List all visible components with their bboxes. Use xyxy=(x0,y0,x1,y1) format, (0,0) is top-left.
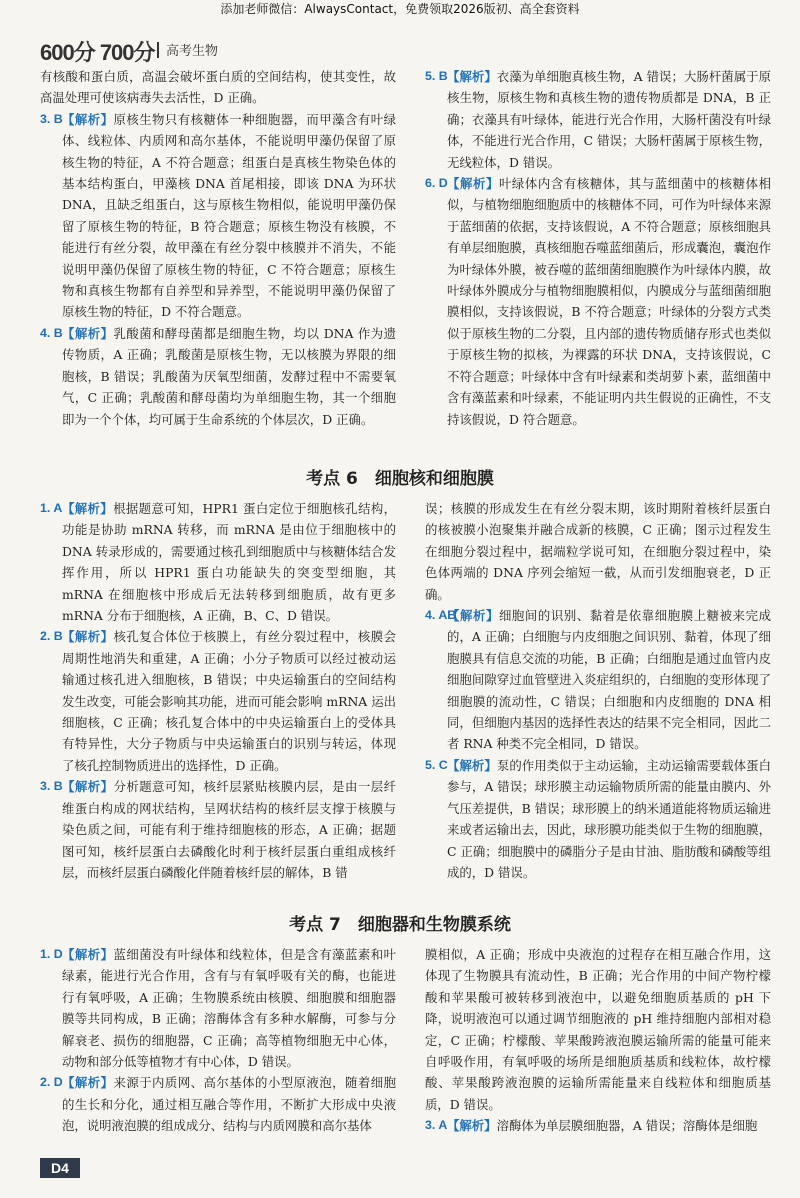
analysis-tag: 【解析】 xyxy=(62,629,114,645)
answer-item xyxy=(40,944,396,1072)
section2-right-column xyxy=(425,498,771,883)
section2-left-column xyxy=(40,498,396,883)
analysis-tag: 【解析】 xyxy=(447,608,499,624)
section3-left-column xyxy=(40,944,396,1137)
analysis-tag: 【解析】 xyxy=(62,1075,114,1091)
answer-text: 蓝细菌没有叶绿体和线粒体，但是含有藻蓝素和叶绿素，能进行光合作用，含有与有氧呼吸有关的酶，也能进行有氧呼吸，A 正确；生物膜系统由核膜、细胞膜和细胞器膜等共同构成，B 正确；溶酶体含有多种水解酶，可参与分解衰老、损伤的细胞器，C 正确；高等植物细胞无中心体，动物和部分低等植物才有中心体，D 错误。 xyxy=(62,947,397,1070)
answer-text: 乳酸菌和酵母菌都是细胞生物，均以 DNA 作为遗传物质，A 正确；乳酸菌是原核生物，无以核膜为界限的细胞核，B 错误；乳酸菌为厌氧型细菌，发酵过程中不需要氧气，C 正确；乳酸菌和酵母菌均为单细胞生物，其一个细胞即为一个个体，均可属于生命系统的个体层次，D 正确。 xyxy=(62,325,396,427)
answer-number: 4. AB xyxy=(425,608,457,623)
answer-item xyxy=(40,776,396,883)
answer-number: 3. B xyxy=(40,779,63,794)
answer-text: 溶酶体为单层膜细胞器，A 错误；溶酶体是细胞 xyxy=(496,1118,758,1134)
answer-text: 细胞间的识别、黏着是依靠细胞膜上糖被来完成的，A 正确；白细胞与内皮细胞之间识别、黏着，体现了细胞膜具有信息交流的功能，B 正确；白细胞是通过血管内皮细胞间隙穿过血管壁进入炎症组织的，白细胞的变形体现了细胞膜的流动性，C 错误；白细胞和内皮细胞的 DNA 相同，但细胞内基因的选择性表达的结果不完全相同，因此二者 RNA 种类不完全相同，D 错误。 xyxy=(447,608,772,752)
brand-logo: 600分 700分 xyxy=(40,40,155,65)
answer-text: 来源于内质网、高尔基体的小型原液泡，随着细胞的生长和分化，通过相互融合等作用，不断扩大形成中央液泡，说明液泡膜的组成成分、结构与内质网膜和高尔基体 xyxy=(62,1075,397,1134)
analysis-tag: 【解析】 xyxy=(447,757,497,773)
answer-number: 1. A xyxy=(40,501,63,515)
analysis-tag: 【解析】 xyxy=(62,947,114,962)
continued-text: 误；核膜的形成发生在有丝分裂末期，该时期附着核纤层蛋白的核被膜小泡聚集并融合成新的核膜，C 正确；图示过程发生在细胞分裂过程中，据端粒学说可知，在细胞分裂过程中，染色体两端的 DNA 序列会缩短一截，从而引发细胞衰老，D 正确。 xyxy=(425,501,771,602)
answer-number: 1. D xyxy=(40,947,63,961)
answer-number: 3. B xyxy=(40,111,63,126)
answer-text: 泵的作用类似于主动运输，主动运输需要载体蛋白参与，A 错误；球形膜主动运输物质所需的能量由膜内、外气压差提供，B 错误；球形膜上的纳米通道能将物质运输进来或者运输出去，因此，球形膜功能类似于生物的细胞膜，C 正确；细胞膜中的磷脂分子是由甘油、脂肪酸和磷酸等组成的，D 错误。 xyxy=(447,757,772,880)
section1-right-column xyxy=(425,66,771,430)
analysis-tag: 【解析】 xyxy=(447,1118,497,1134)
section-title-kaodian7: 考点 7 细胞器和生物膜系统 xyxy=(289,915,511,935)
continued-text: 膜相似，A 正确；形成中央液泡的过程存在相互融合作用，这体现了生物膜具有流动性，B 正确；光合作用的中间产物柠檬酸和苹果酸可被转移到液泡中，以避免细胞质基质的 pH 下降，说明液泡可以通过调节细胞液的 pH 维持细胞内部相对稳定，C 正确；柠檬酸、苹果酸跨液泡膜运输所需的能量可能来自呼吸作用，有氧呼吸的场所是细胞质基质和线粒体，故柠檬酸、苹果酸跨液泡膜的运输所需能量来自线粒体和细胞质基质，D 错误。 xyxy=(425,947,771,1112)
section-title-kaodian6: 考点 6 细胞核和细胞膜 xyxy=(306,469,494,489)
answer-number: 5. C xyxy=(425,757,448,772)
analysis-tag: 【解析】 xyxy=(447,69,497,84)
analysis-tag: 【解析】 xyxy=(447,176,499,192)
analysis-tag: 【解析】 xyxy=(62,325,114,341)
answer-text: 衣藻为单细胞真核生物，A 错误；大肠杆菌属于原核生物，原核生物和真核生物的遗传物质都是 DNA，B 正确；衣藻具有叶绿体，能进行光合作用，大肠杆菌没有叶绿体，不能进行光合作用，C 错误；大肠杆菌属于原核生物，无线粒体，D 错误。 xyxy=(447,69,771,170)
analysis-tag: 【解析】 xyxy=(62,111,114,127)
answer-item xyxy=(425,66,771,173)
answer-number: 3. A xyxy=(425,1118,448,1133)
answer-item xyxy=(40,109,396,323)
subject-title: 高考生物 xyxy=(166,44,219,59)
answer-item xyxy=(40,626,396,776)
page-header xyxy=(40,36,760,64)
answer-text: 叶绿体内含有核糖体，其与蓝细菌中的核糖体相似，与植物细胞细胞质中的核糖体不同，可作为叶绿体来源于蓝细菌的依据，支持该假说，A 不符合题意；原核细胞具有单层细胞膜，真核细胞吞噬蓝细菌后，形成囊泡，囊泡作为叶绿体外膜，被吞噬的蓝细菌细胞膜作为叶绿体内膜，故叶绿体外膜成分与植物细胞膜相似，内膜成分与蓝细菌细胞膜相似，支持该假说，B 不符合题意；叶绿体的分裂方式类似于原核生物的二分裂，且内部的遗传物质储存形式也类似于原核生物的拟核，为裸露的环状 DNA，支持该假说，C 不符合题意；叶绿体中含有叶绿素和类胡萝卜素，蓝细菌中含有藻蓝素和叶绿素，不能证明内共生假说的正确性，不支持该假说，D 符合题意。 xyxy=(447,176,772,427)
answer-text: 根据题意可知，HPR1 蛋白定位于细胞核孔结构，功能是协助 mRNA 转移，而 mRNA 是由位于细胞核中的 DNA 转录形成的，需要通过核孔到细胞质中与核糖体结合发挥作用，所以 HPR1 蛋白功能缺失的突变型细胞，其 mRNA 在细胞核中形成后无法转移到细胞质，故有更多 mRNA 分布于细胞核，A 正确，B、C、D 错误。 xyxy=(62,501,397,624)
answer-text: 核孔复合体位于核膜上，有丝分裂过程中，核膜会周期性地消失和重建，A 正确；小分子物质可以经过被动运输通过核孔进入细胞核，B 错误；中央运输蛋白的空间结构发生改变，可能会影响其功能，进而可能会影响 mRNA 运出细胞核，C 正确；核孔复合体中的中央运输蛋白上的受体具有特异性，大分子物质与中央运输蛋白的识别与转运，体现了核孔控制物质进出的选择性，D 正确。 xyxy=(62,629,397,773)
answer-item xyxy=(40,1072,396,1136)
answer-item xyxy=(425,1115,771,1136)
answer-number: 2. B xyxy=(40,629,63,644)
section1-left-column xyxy=(40,66,396,430)
analysis-tag: 【解析】 xyxy=(62,779,114,795)
answer-item xyxy=(425,605,771,755)
continued-text: 有核酸和蛋白质，高温会破坏蛋白质的空间结构，使其变性，故高温处理可使该病毒失去活性，D 正确。 xyxy=(40,69,396,106)
answer-item xyxy=(425,755,771,883)
header-divider xyxy=(157,42,159,58)
analysis-tag: 【解析】 xyxy=(62,501,114,516)
answer-item xyxy=(40,323,396,430)
answer-number: 2. D xyxy=(40,1075,63,1090)
promo-banner: 添加老师微信：AlwaysContact，免费领取2026版初、高全套资料 xyxy=(220,2,580,16)
answer-text: 分析题意可知，核纤层紧贴核膜内层，是由一层纤维蛋白构成的网状结构，呈网状结构的核纤层支撑于核膜与染色质之间，可能有利于维持细胞核的形态，A 正确；据题图可知，核纤层蛋白去磷酸化时利于核纤层蛋白重组成核纤层，而核纤层蛋白磷酸化伴随着核纤层的解体，B 错 xyxy=(62,779,397,880)
answer-number: 4. B xyxy=(40,325,63,340)
section3-right-column xyxy=(425,944,771,1137)
page-number: D4 xyxy=(40,1158,80,1178)
answer-number: 6. D xyxy=(425,176,448,191)
answer-text: 原核生物只有核糖体一种细胞器，而甲藻含有叶绿体、线粒体、内质网和高尔基体，不能说明甲藻仍保留了原核生物的特征，A 不符合题意；组蛋白是真核生物染色体的基本结构蛋白，甲藻核 DNA 首尾相接，即该 DNA 为环状 DNA，且缺乏组蛋白，这与原核生物相似，能说明甲藻仍保留了原核生物的特征，B 符合题意；原核生物没有核膜，不能进行有丝分裂，故甲藻在有丝分裂中核膜并不消失，不能说明甲藻仍保留了原核生物的特征，C 不符合题意；原核生物和真核生物都有自养型和异养型，不能说明甲藻仍保留了原核生物的特征，D 不符合题意。 xyxy=(62,111,397,320)
answer-item xyxy=(40,498,396,626)
answer-item xyxy=(425,173,771,430)
answer-number: 5. B xyxy=(425,69,448,83)
